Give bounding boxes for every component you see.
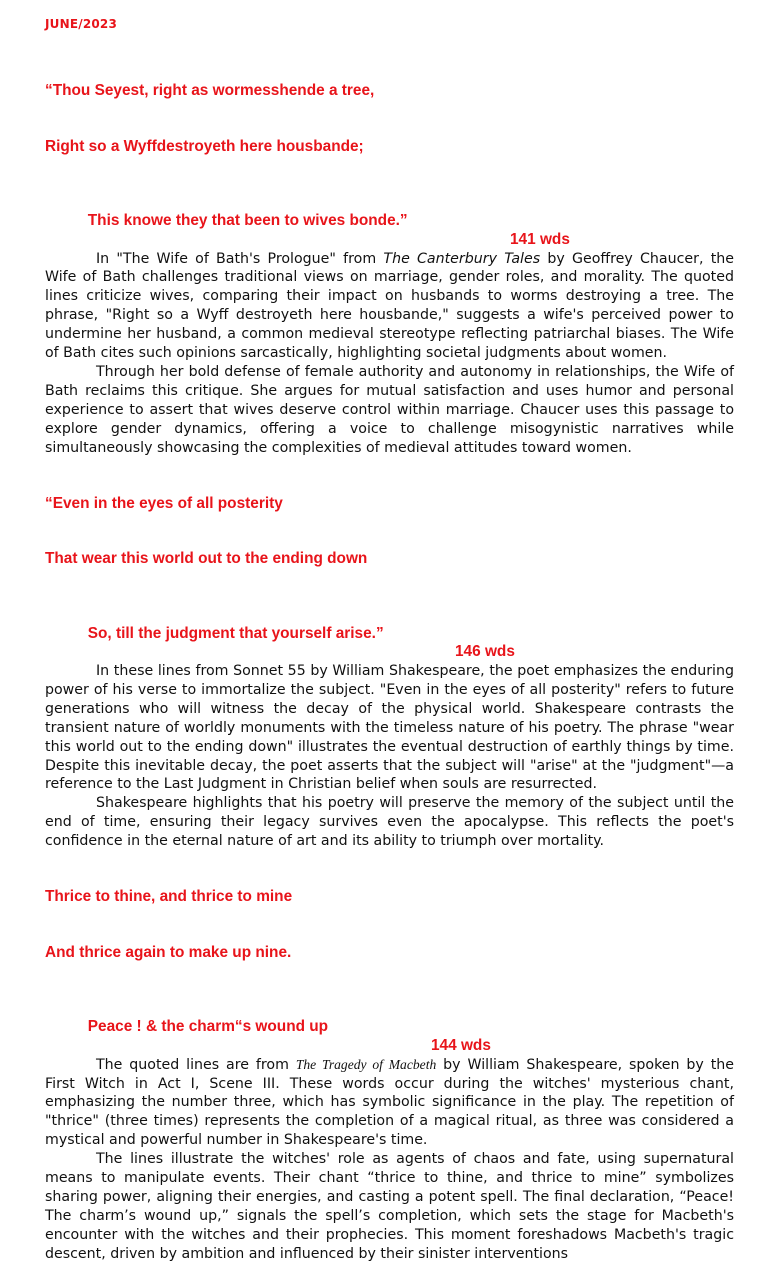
word-count: 144 wds [431,1037,491,1055]
paragraph-text: by William Shakespeare, spoken by the First Witch in Act I, Scene III. These words occur during the witches' mysterious chant, emphasizing the number three, which has symbolic significance in the play. The repetition of "thrice" (three times) represents the completion of a magical ritual, as three was considered a mystical and powerful number in Shakespeare's time. [45,1056,734,1149]
quote-block [45,45,734,250]
play-title: The Tragedy of Macbeth [295,1056,437,1072]
paragraph [45,250,734,363]
document-date: JUNE/2023 [45,17,118,31]
quote-line: Peace ! & the charm“s wound up [87,1018,329,1036]
document-body [45,45,734,1264]
paragraph-text: In "The Wife of Bath's Prologue" from [96,250,384,267]
quote-line: “Thou Seyest, right as wormesshende a tree, [45,82,375,100]
quote-block [45,851,734,1056]
paragraph: In these lines from Sonnet 55 by William Shakespeare, the poet emphasizes the enduring power of his verse to immortalize the subject. "Even in the eyes of all posterity" refers to future generations who will witness the decay of the physical world. Shakespeare contrasts the transient nature of worldly monuments with the timeless nature of his poetry. The phrase "wear this world out to the ending down" illustrates the eventual destruction of earthly things by time. Despite this inevitable decay, the poet asserts that the subject will "arise" at the "judgment"—a reference to the Last Judgment in Christian belief when souls are resurrected. [45,663,734,793]
quote-line: “Even in the eyes of all posterity [45,494,283,512]
paragraph: The lines illustrate the witches' role as agents of chaos and fate, using supernatural means to manipulate events. Their chant “thrice to thine, and thrice to mine” symbolizes sharing power, aligning their energies, and casting a potent spell. The final declaration, “Peace! The charm’s wound up,” signals the spell’s completion, which sets the stage for Macbeth's encounter with the witches and their prophecies. This moment foreshadows Macbeth's tragic descent, driven by ambition and influenced by their sinister interventions [45,1151,734,1262]
word-count: 141 wds [510,230,570,248]
section-sonnet-55 [45,458,734,852]
word-count: 146 wds [455,643,515,661]
paragraph: Through her bold defense of female authority and autonomy in relationships, the Wife of Bath reclaims this critique. She argues for mutual satisfaction and uses humor and personal experience to assert that wives deserve control within marriage. Chaucer uses this passage to explore gender dynamics, offering a voice to challenge misogynistic narratives while simultaneously showcasing the complexities of medieval attitudes toward women. [45,363,734,456]
paragraph [45,1056,734,1151]
paragraph-text: The quoted lines are from [96,1056,296,1073]
quote-line: This knowe they that been to wives bonde.” [87,212,408,230]
book-title: The Canterbury Tales [383,250,541,267]
quote-block [45,458,734,663]
paragraph-text: by Geoffrey Chaucer, the Wife of Bath challenges traditional views on marriage, gender roles, and morality. The quoted lines criticize wives, comparing their impact on husbands to worms destroying a tree. The phrase, "Right so a Wyff destroyeth here housbande," suggests a wife's perceived power to undermine her husband, a common medieval stereotype reflecting patriarchal biases. The Wife of Bath cites such opinions sarcastically, highlighting societal judgments about women. [45,250,734,362]
quote-line: So, till the judgment that yourself arise.” [87,624,384,642]
section-macbeth [45,851,734,1264]
paragraph: Shakespeare highlights that his poetry will preserve the memory of the subject until the end of time, ensuring their legacy survives even the apocalypse. This reflects the poet's confidence in the eternal nature of art and its ability to triumph over mortality. [45,795,734,850]
quote-line-with-count [45,606,734,661]
quote-line-with-count [45,194,734,248]
quote-line: That wear this world out to the ending down [45,550,368,568]
quote-line-with-count [45,1000,734,1055]
quote-line: Thrice to thine, and thrice to mine [45,888,293,906]
quote-line: And thrice again to make up nine. [45,944,292,962]
quote-line: Right so a Wyffdestroyeth here housbande; [45,137,364,155]
section-wife-of-bath [45,45,734,458]
